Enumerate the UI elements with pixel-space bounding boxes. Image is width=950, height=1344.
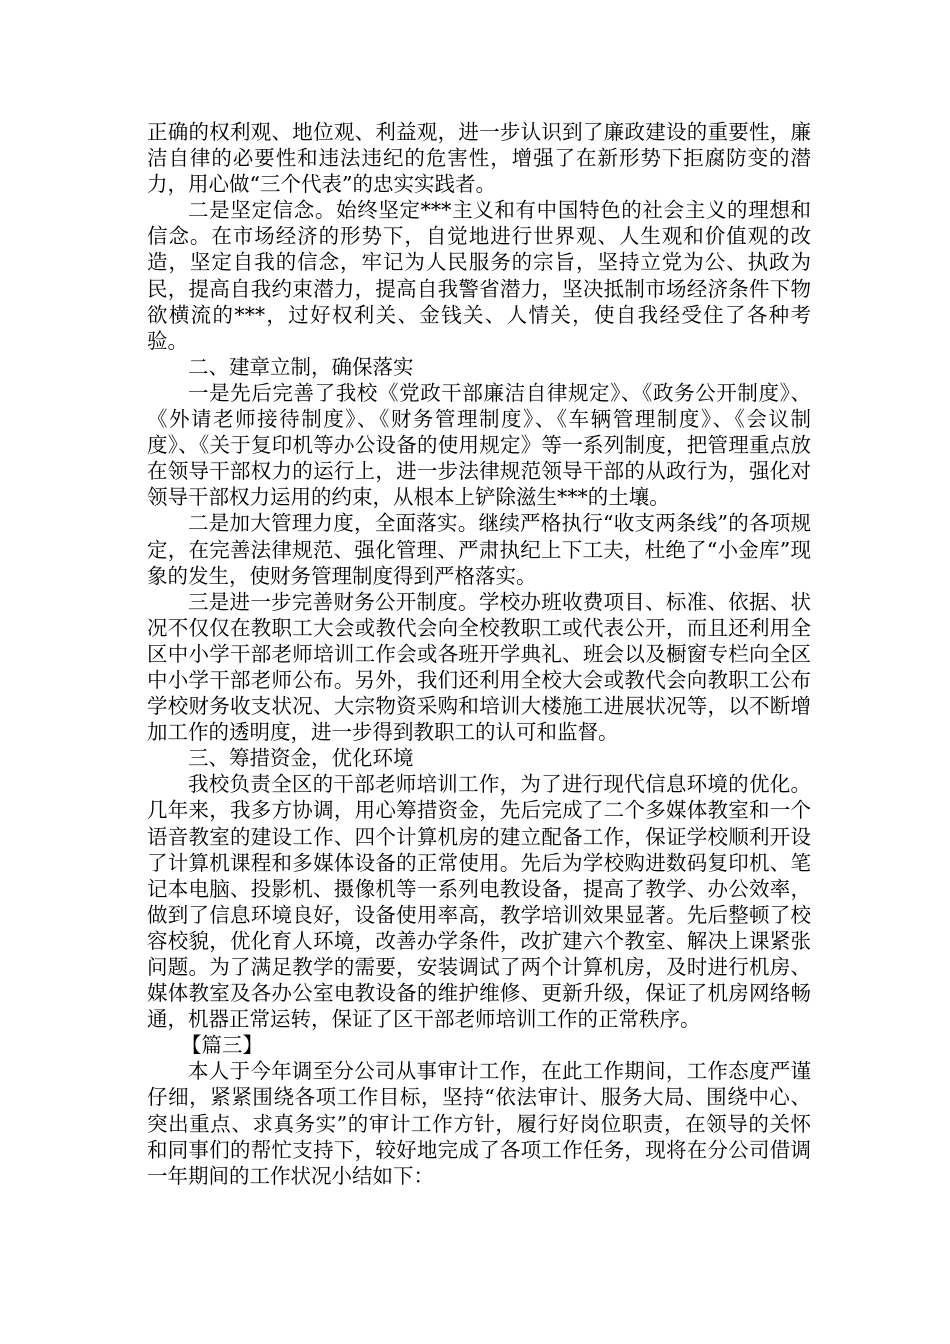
chapter-marker: 【篇三】 [181, 1033, 263, 1058]
section-heading-funding: 三、筹措资金，优化环境 [188, 746, 414, 771]
section-heading-rules: 二、建章立制，确保落实 [188, 354, 414, 379]
paragraph-regulations: 一是先后完善了我校《党政干部廉洁自律规定》、《政务公开制度》、《外请老师接待制度》、《财务管理制度》、《车辆管理制度》、《会议制度》、《关于复印机等办公设备的使用规定》等一系列制度，把管理重点放在领导干部权力的运行上，进一步法律规范领导干部的从政行为，强化对领导干部权力运用的约束，从根本上铲除滋生***的土壤。 [147, 380, 811, 510]
paragraph-firm-belief: 二是坚定信念。始终坚定***主义和有中国特色的社会主义的理想和信念。在市场经济的形势下，自觉地进行世界观、人生观和价值观的改造，坚定自我的信念，牢记为人民服务的宗旨，坚持立党为公、执政为民，提高自我约束潜力，提高自我警省潜力，坚决抵制市场经济条件下物欲横流的***，过好权利关、金钱关、人情关，使自我经受住了各种考验。 [147, 198, 811, 353]
document-body [147, 119, 811, 1189]
paragraph-financial-disclosure: 三是进一步完善财务公开制度。学校办班收费项目、标准、依据、状况不仅仅在教职工大会或教代会向全校教职工或代表公开，而且还利用全区中小学干部老师培训工作会或各班开学典礼、班会以及橱窗专栏向全区中小学干部老师公布。另外，我们还利用全校大会或教代会向教职工公布学校财务收支状况、大宗物资采购和培训大楼施工进展状况等，以不断增加工作的透明度，进一步得到教职工的认可和监督。 [147, 589, 811, 745]
paragraph-environment: 我校负责全区的干部老师培训工作，为了进行现代信息环境的优化。几年来，我多方协调，用心筹措资金，先后完成了二个多媒体教室和一个语音教室的建设工作、四个计算机房的建立配备工作，保证学校顺利开设了计算机课程和多媒体设备的正常使用。先后为学校购进数码复印机、笔记本电脑、投影机、摄像机等一系列电教设备，提高了教学、办公效率，做到了信息环境良好，设备使用率高，教学培训效果显著。先后整顿了校容校貌，优化育人环境，改善办学条件，改扩建六个教室、解决上课紧张问题。为了满足教学的需要，安装调试了两个计算机房，及时进行机房、媒体教室及各办公室电教设备的维护维修、更新升级，保证了机房网络畅通，机器正常运转，保证了区干部老师培训工作的正常秩序。 [147, 772, 811, 1032]
paragraph-audit-intro: 本人于今年调至分公司从事审计工作，在此工作期间，工作态度严谨仔细，紧紧围绕各项工作目标，坚持“依法审计、服务大局、围绕中心、突出重点、求真务实”的审计工作方针，履行好岗位职责，在领导的关怀和同事们的帮忙支持下，较好地完成了各项工作任务，现将在分公司借调一年期间的工作状况小结如下： [147, 1059, 811, 1188]
paragraph-management: 二是加大管理力度，全面落实。继续严格执行“收支两条线”的各项规定，在完善法律规范、强化管理、严肃执纪上下工夫，杜绝了“小金库”现象的发生，使财务管理制度得到严格落实。 [147, 511, 811, 588]
paragraph-continuation: 正确的权利观、地位观、利益观，进一步认识到了廉政建设的重要性，廉洁自律的必要性和违法违纪的危害性，增强了在新形势下拒腐防变的潜力，用心做“三个代表”的忠实实践者。 [147, 120, 811, 197]
